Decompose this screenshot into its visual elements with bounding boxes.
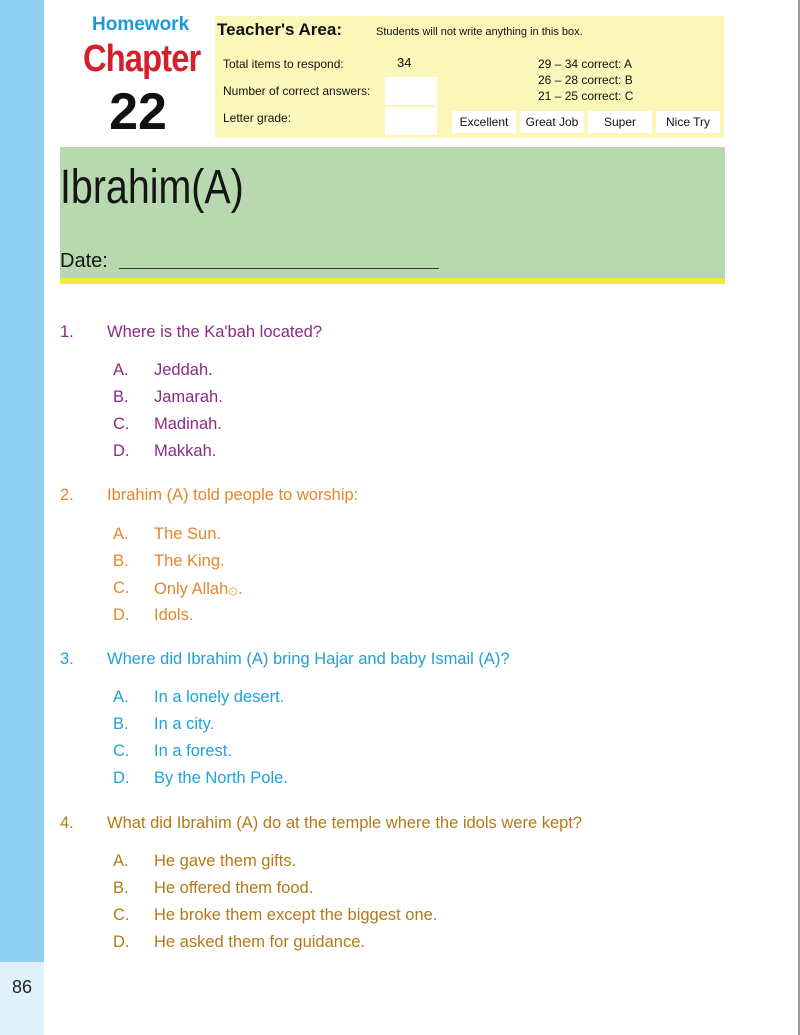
option-text: Madinah. [154,415,222,433]
option-letter: D. [113,442,130,460]
page-title: Ibrahim(A) [60,161,244,214]
option-text: In a forest. [154,742,232,760]
title-stripe [60,278,725,284]
question-text: Ibrahim (A) told people to worship: [107,486,359,504]
option-text: Jamarah. [154,388,223,406]
chapter-number: 22 [109,83,167,141]
option-letter: C. [113,415,130,433]
grade-nice-try[interactable]: Nice Try [656,111,720,133]
option-letter: A. [113,852,129,870]
option-text: He broke them except the biggest one. [154,906,438,924]
option-letter: C. [113,742,130,760]
grade-scale-a: 29 – 34 correct: A [538,57,633,71]
letter-grade-field[interactable] [385,107,437,135]
option-text: Only Allah۞. [154,580,243,598]
side-color-bar [0,0,44,1035]
teachers-area-note: Students will not write anything in this box. [376,26,583,38]
option-letter: C. [113,906,130,924]
homework-label: Homework [92,14,190,35]
option-text: He asked them for guidance. [154,933,365,951]
option-letter: A. [113,361,129,379]
correct-answers-field[interactable] [385,77,437,105]
grade-great-job[interactable]: Great Job [520,111,584,133]
question-number: 3. [60,650,74,668]
option-letter: D. [113,933,130,951]
option-text: In a lonely desert. [154,688,285,706]
option-letter: A. [113,688,129,706]
option-letter: A. [113,525,129,543]
option-letter: D. [113,606,130,624]
option-text: By the North Pole. [154,769,288,787]
date-field[interactable] [119,268,439,269]
total-items-value: 34 [397,55,412,70]
question-text: Where is the Ka'bah located? [107,323,323,341]
question-text: What did Ibrahim (A) do at the temple where the idols were kept? [107,814,583,832]
option-text: He gave them gifts. [154,852,297,870]
page-number: 86 [11,977,33,997]
question-text: Where did Ibrahim (A) bring Hajar and baby Ismail (A)? [107,650,510,668]
option-text: He offered them food. [154,879,314,897]
option-text: The King. [154,552,225,570]
option-letter: D. [113,769,130,787]
question-number: 4. [60,814,74,832]
page-number-box [0,962,44,1035]
date-label: Date: [60,250,108,272]
grade-super[interactable]: Super [588,111,652,133]
correct-answers-label: Number of correct answers: [223,84,371,98]
option-letter: C. [113,579,130,597]
option-text: Makkah. [154,442,217,460]
grade-scale-b: 26 – 28 correct: B [538,73,633,87]
option-letter: B. [113,715,129,733]
option-text: The Sun. [154,525,221,543]
option-letter: B. [113,879,129,897]
option-text: In a city. [154,715,215,733]
chapter-label: Chapter [82,38,201,80]
question-number: 1. [60,323,74,341]
option-text: Jeddah. [154,361,213,379]
question-number: 2. [60,486,74,504]
letter-grade-label: Letter grade: [223,111,292,125]
teachers-area-box [215,16,724,138]
teachers-area-title: Teacher's Area: [217,20,342,39]
total-items-label: Total items to respond: [223,57,344,71]
grade-scale-c: 21 – 25 correct: C [538,89,634,103]
option-text: Idols. [154,606,194,624]
option-letter: B. [113,552,129,570]
option-letter: B. [113,388,129,406]
grade-excellent[interactable]: Excellent [452,111,516,133]
